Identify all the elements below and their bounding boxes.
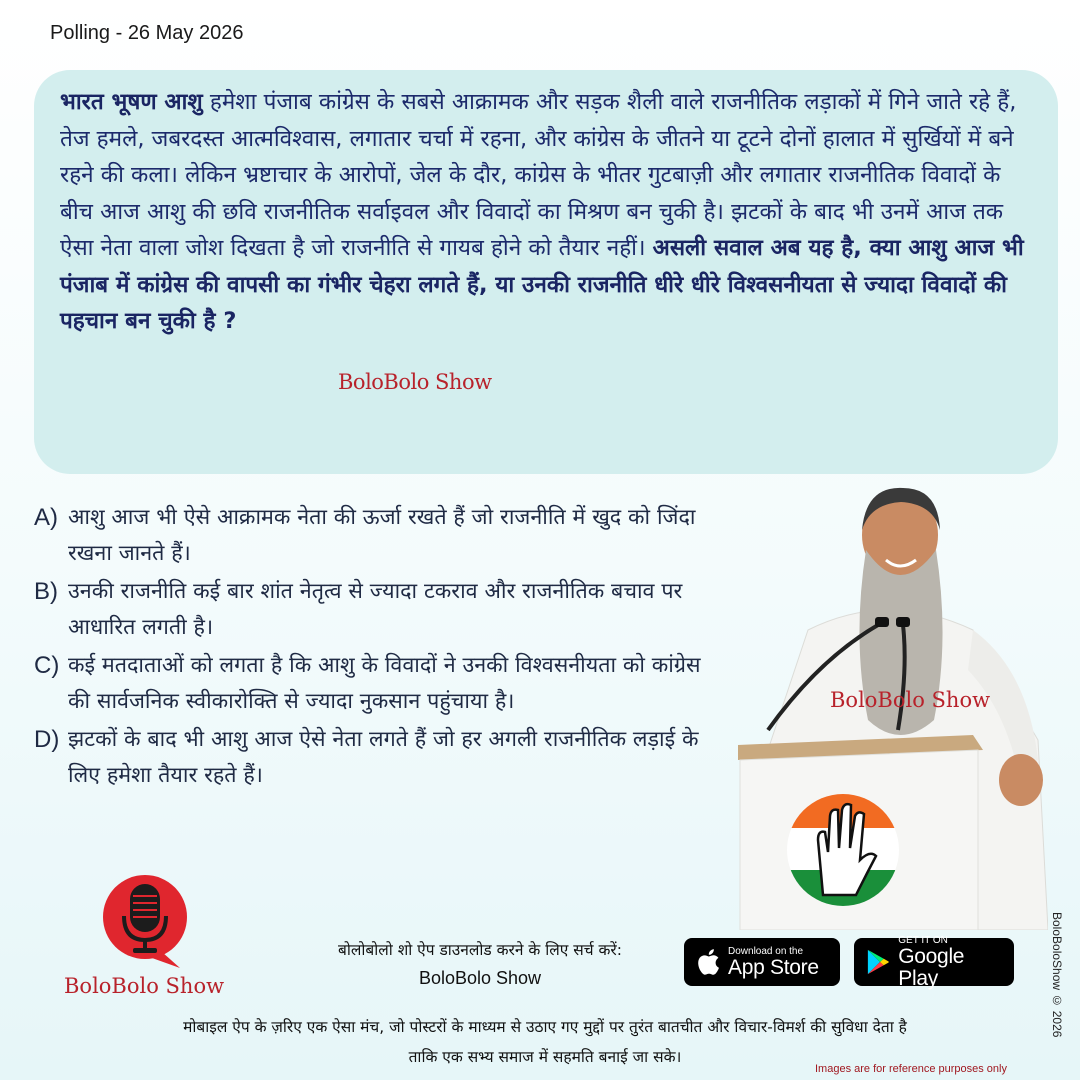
playstore-big-text: Google Play	[898, 944, 965, 990]
download-prompt: बोलोबोलो शो ऐप डाउनलोड करने के लिए सर्च करें:	[338, 941, 622, 959]
photo-watermark: BoloBolo Show	[830, 688, 991, 712]
option-letter: D)	[34, 726, 60, 753]
appstore-big-text: App Store	[728, 955, 819, 979]
option-a[interactable]	[34, 500, 714, 572]
option-text: उनकी राजनीति कई बार शांत नेतृत्व से ज्यादा टकराव और राजनीतिक बचाव पर आधारित लगती है।	[68, 579, 683, 640]
google-play-icon	[866, 948, 890, 976]
microphone-logo-icon	[100, 872, 190, 972]
option-text: आशु आज भी ऐसे आक्रामक नेता की ऊर्जा रखते हैं जो राजनीति में खुद को जिंदा रखना जानते हैं।	[68, 505, 696, 566]
copyright-vertical: BoloBoloShow © 2026	[1050, 912, 1064, 1038]
playstore-small-text: GET IT ON	[898, 934, 948, 946]
option-letter: A)	[34, 504, 58, 531]
option-letter: B)	[34, 578, 58, 605]
poll-options	[34, 500, 714, 796]
question-text	[60, 84, 1032, 340]
app-store-button[interactable]	[684, 938, 840, 986]
appstore-small-text: Download on the	[728, 945, 804, 957]
google-play-button[interactable]	[854, 934, 1014, 990]
option-letter: C)	[34, 652, 60, 679]
tagline-line-2: ताकि एक सभ्य समाज में सहमति बनाई जा सके।	[408, 1048, 682, 1066]
option-c[interactable]	[34, 648, 714, 720]
download-prompt-block	[280, 936, 680, 992]
option-d[interactable]	[34, 722, 714, 794]
footer-brand: BoloBolo Show	[64, 974, 225, 998]
app-name: BoloBolo Show	[418, 968, 542, 988]
question-body: हमेशा पंजाब कांग्रेस के सबसे आक्रामक और सड़क शैली वाले राजनीतिक लड़ाकों में गिने जाते रहे हैं, तेज हमले, जबरदस्त आत्मविश्वास, लगातार चर्चा में रहना, और कांग्रेस के जीतने या टूटने दोनों हालात में सुर्खियों में बने रहने की कला। लेकिन भ्रष्टाचार के आरोपों, जेल के दौर, कांग्रेस के भीतर गुटबाज़ी और लगातार राजनीतिक विवादों के बीच आज आशु की छवि राजनीतिक सर्वाइवल और विवादों का मिश्रण बन चुकी है। झटकों के बाद भी उनमें आज तक ऐसा नेता वाला जोश दिखता है जो राजनीति से गायब होने को तैयार नहीं।	[60, 89, 1017, 261]
disclaimer: Images are for reference purposes only	[815, 1063, 1007, 1075]
option-text: कई मतदाताओं को लगता है कि आशु के विवादों ने उनकी विश्वसनीयता को कांग्रेस की सार्वजनिक स्वीकारोक्ति से ज्यादा नुकसान पहुंचाया है।	[68, 653, 701, 714]
tagline-line-1: मोबाइल ऐप के ज़रिए एक ऐसा मंच, जो पोस्टरों के माध्यम से उठाए गए मुद्दों पर तुरंत बातचीत और विचार-विमर्श की सुविधा देता है	[183, 1018, 907, 1036]
question-card	[34, 70, 1058, 474]
option-b[interactable]	[34, 574, 714, 646]
option-text: झटकों के बाद भी आशु आज ऐसे नेता लगते हैं जो हर अगली राजनीतिक लड़ाई के लिए हमेशा तैयार रहते हैं।	[68, 727, 699, 788]
date-label: Polling - 26 May 2026	[50, 22, 244, 44]
apple-icon	[696, 948, 720, 976]
question-closing: असली सवाल अब यह है, क्या आशु आज भी पंजाब में कांग्रेस की वापसी का गंभीर चेहरा लगते हैं, या उनकी राजनीति धीरे धीरे विश्वसनीयता से ज्यादा विवादों की पहचान बन चुकी है ?	[60, 235, 1024, 334]
card-watermark: BoloBolo Show	[338, 370, 492, 394]
question-lead: भारत भूषण आशु	[60, 89, 203, 115]
